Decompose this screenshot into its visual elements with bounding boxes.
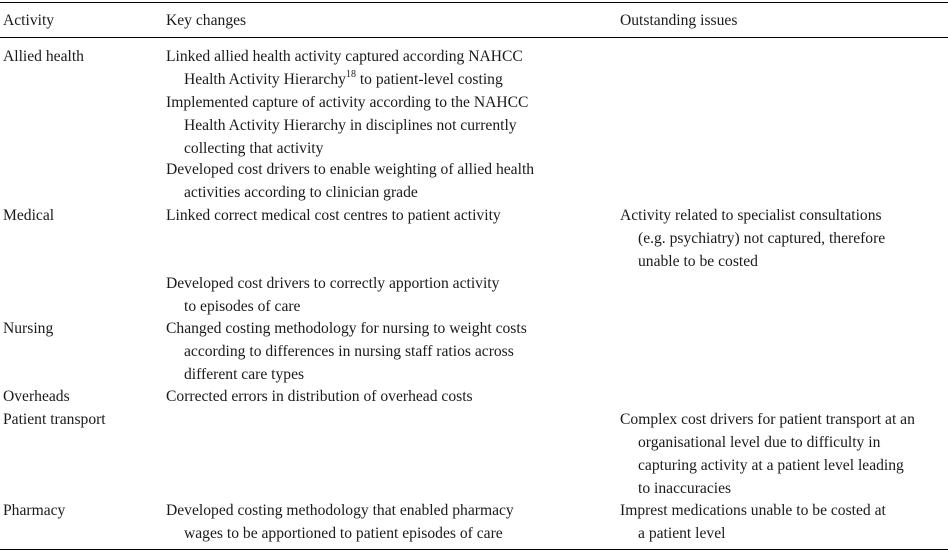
activity-allied-health: Allied health <box>3 48 84 65</box>
key-change-nursing-1: Changed costing methodology for nursing to weight costs according to differences in nursing staff ratios across different care types <box>166 320 527 383</box>
outstanding-issue-patient-transport: Complex cost drivers for patient transport at an organisational level due to difficulty in capturing activity at a patient level leading to inaccuracies <box>620 411 915 497</box>
table-top-rule <box>0 2 948 3</box>
table-bottom-rule <box>0 549 948 550</box>
activity-pharmacy: Pharmacy <box>3 502 66 519</box>
activity-overheads: Overheads <box>3 388 70 405</box>
activity-medical: Medical <box>3 207 55 224</box>
activity-patient-transport: Patient transport <box>3 411 106 428</box>
header-bottom-rule <box>0 37 948 38</box>
footnote-ref: 18 <box>345 68 356 80</box>
key-change-overheads-1: Corrected errors in distribution of overhead costs <box>166 388 473 405</box>
outstanding-issue-pharmacy: Imprest medications unable to be costed at a patient level <box>620 502 886 542</box>
header-key-changes: Key changes <box>166 12 247 29</box>
header-outstanding-issues: Outstanding issues <box>620 12 738 29</box>
outstanding-issue-medical: Activity related to specialist consultations (e.g. psychiatry) not captured, therefore unable to be costed <box>620 207 886 270</box>
key-change-allied-health-1: Linked allied health activity captured according NAHCC Health Activity Hierarchy$^{18}$ to patient-level costing <box>166 48 523 88</box>
key-change-pharmacy-1: Developed costing methodology that enabled pharmacy wages to be apportioned to patient episodes of care <box>166 502 514 542</box>
key-change-allied-health-2: Implemented capture of activity according to the NAHCC Health Activity Hierarchy in disciplines not currently collecting that activity <box>166 94 529 157</box>
key-change-allied-health-3: Developed cost drivers to enable weighting of allied health activities according to clinician grade <box>166 161 535 201</box>
header-activity: Activity <box>3 12 55 29</box>
key-change-medical-1: Linked correct medical cost centres to patient activity <box>166 207 501 224</box>
key-change-medical-2: Developed cost drivers to correctly apportion activity to episodes of care <box>166 275 500 315</box>
activity-nursing: Nursing <box>3 320 54 337</box>
